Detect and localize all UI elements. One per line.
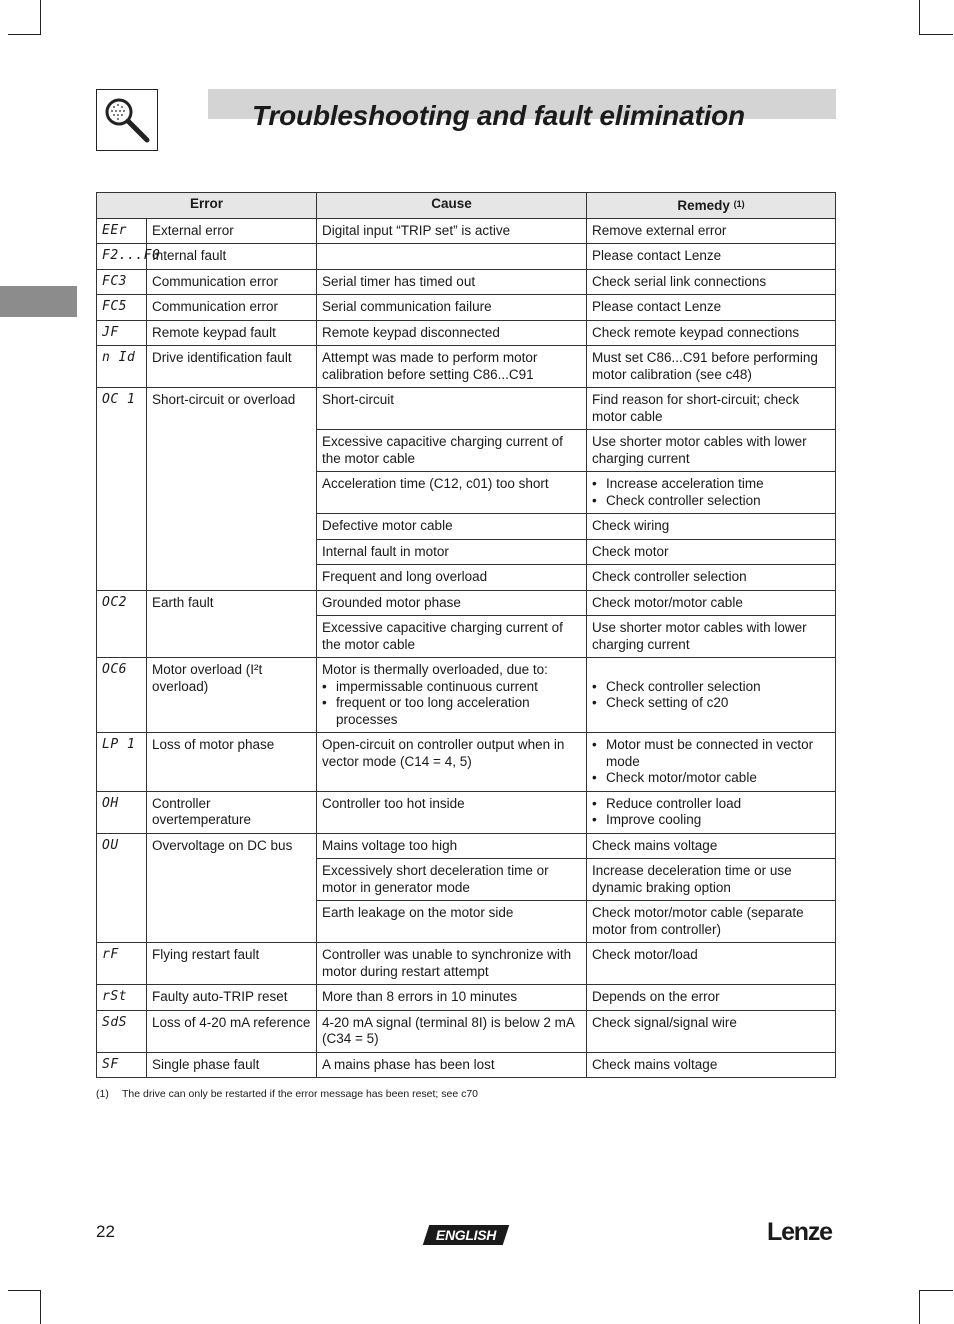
cause-cell: Acceleration time (C12, c01) too short (317, 472, 587, 514)
cause-cell: A mains phase has been lost (317, 1052, 587, 1078)
table-row (97, 218, 836, 244)
table-row (97, 590, 836, 616)
remedy-cell: Use shorter motor cables with lower charging current (587, 616, 836, 658)
remedy-cell: Must set C86...C91 before performing motor calibration (see c48) (587, 346, 836, 388)
cause-cell: Grounded motor phase (317, 590, 587, 616)
remedy-cell: Check motor/load (587, 943, 836, 985)
remedy-item: • Check motor/motor cable (592, 770, 830, 787)
footnote-ref: (1) (733, 199, 745, 209)
cause-cell: Controller too hot inside (317, 791, 587, 833)
remedy-cell: Check motor/motor cable (587, 590, 836, 616)
remedy-cell: Check motor (587, 539, 836, 565)
cause-cell: Internal fault in motor (317, 539, 587, 565)
cause-cell: Attempt was made to perform motor calibration before setting C86...C91 (317, 346, 587, 388)
footnote-mark: (1) (96, 1088, 109, 1100)
crop-mark (8, 34, 41, 35)
remedy-item: • Check controller selection (592, 679, 830, 696)
error-name: Flying restart fault (147, 943, 317, 985)
fault-table (96, 192, 836, 1078)
remedy-item: • Check controller selection (592, 493, 830, 510)
remedy-cell: Increase deceleration time or use dynamic braking option (587, 859, 836, 901)
error-name: Motor overload (I²t overload) (147, 658, 317, 733)
error-code: OC2 (97, 590, 147, 658)
table-row (97, 1052, 836, 1078)
crop-mark (919, 1290, 953, 1291)
remedy-cell: Please contact Lenze (587, 244, 836, 270)
remedy-cell: Check mains voltage (587, 1052, 836, 1078)
header-remedy (587, 193, 836, 219)
brand-logo: Lenze (767, 1218, 832, 1246)
error-name: Faulty auto-TRIP reset (147, 985, 317, 1011)
error-name: Earth fault (147, 590, 317, 658)
error-name: Controller overtemperature (147, 791, 317, 833)
remedy-cell: Check wiring (587, 514, 836, 540)
cause-cell: Defective motor cable (317, 514, 587, 540)
cause-cell: Open-circuit on controller output when in vector mode (C14 = 4, 5) (317, 733, 587, 792)
error-code: F2...F0 (97, 244, 147, 270)
remedy-item: • Increase acceleration time (592, 476, 830, 493)
magnifier-icon (96, 89, 158, 151)
error-name: Single phase fault (147, 1052, 317, 1078)
cause-cell: Excessively short deceleration time or motor in generator mode (317, 859, 587, 901)
remedy-cell: Check serial link connections (587, 269, 836, 295)
crop-mark (40, 1290, 41, 1324)
error-code: LP 1 (97, 733, 147, 792)
language-label: ENGLISH (435, 1227, 497, 1243)
error-code: n Id (97, 346, 147, 388)
remedy-cell: Use shorter motor cables with lower charging current (587, 430, 836, 472)
error-name: Communication error (147, 295, 317, 321)
cause-cell: Excessive capacitive charging current of the motor cable (317, 430, 587, 472)
cause-cell: More than 8 errors in 10 minutes (317, 985, 587, 1011)
table-row (97, 791, 836, 833)
cause-cell: Serial communication failure (317, 295, 587, 321)
error-code: FC5 (97, 295, 147, 321)
table-row (97, 1010, 836, 1052)
table-row (97, 985, 836, 1011)
table-header-row (97, 193, 836, 219)
cause-cell: Frequent and long overload (317, 565, 587, 591)
table-row (97, 295, 836, 321)
crop-mark (919, 0, 920, 34)
cause-cell: Excessive capacitive charging current of the motor cable (317, 616, 587, 658)
remedy-cell (587, 472, 836, 514)
table-row (97, 388, 836, 430)
error-code: rSt (97, 985, 147, 1011)
remedy-cell: Remove external error (587, 218, 836, 244)
error-code: rF (97, 943, 147, 985)
error-name: External error (147, 218, 317, 244)
table-row (97, 320, 836, 346)
cause-item: • frequent or too long acceleration processes (322, 695, 581, 728)
table-row (97, 244, 836, 270)
remedy-cell: Find reason for short-circuit; check motor cable (587, 388, 836, 430)
cause-cell: Remote keypad disconnected (317, 320, 587, 346)
cause-cell: Mains voltage too high (317, 833, 587, 859)
error-code: OC6 (97, 658, 147, 733)
remedy-cell: Check controller selection (587, 565, 836, 591)
remedy-cell (587, 658, 836, 733)
error-name: Short-circuit or overload (147, 388, 317, 591)
cause-cell: Earth leakage on the motor side (317, 901, 587, 943)
error-name: Communication error (147, 269, 317, 295)
cause-cell: Serial timer has timed out (317, 269, 587, 295)
crop-mark (40, 0, 41, 34)
error-code: EEr (97, 218, 147, 244)
remedy-item: • Motor must be connected in vector mode (592, 737, 830, 770)
error-code: FC3 (97, 269, 147, 295)
side-tab (0, 286, 77, 317)
error-code: OC 1 (97, 388, 147, 591)
cause-cell (317, 244, 587, 270)
cause-cell (317, 658, 587, 733)
error-code: SF (97, 1052, 147, 1078)
remedy-cell (587, 733, 836, 792)
table-row (97, 658, 836, 733)
remedy-item: • Reduce controller load (592, 796, 830, 813)
cause-cell: 4-20 mA signal (terminal 8I) is below 2 mA (C34 = 5) (317, 1010, 587, 1052)
error-code: OH (97, 791, 147, 833)
cause-cell: Digital input “TRIP set” is active (317, 218, 587, 244)
remedy-item: • Improve cooling (592, 812, 830, 829)
table-row (97, 943, 836, 985)
remedy-item: • Check setting of c20 (592, 695, 830, 712)
error-name: Drive identification fault (147, 346, 317, 388)
error-code: SdS (97, 1010, 147, 1052)
crop-mark (919, 34, 953, 35)
footnote-text: The drive can only be restarted if the error message has been reset; see c70 (122, 1088, 479, 1100)
remedy-cell: Depends on the error (587, 985, 836, 1011)
header-remedy-label: Remedy (677, 198, 730, 213)
table-row (97, 733, 836, 792)
crop-mark (919, 1290, 920, 1324)
cause-item: • impermissable continuous current (322, 679, 581, 696)
crop-mark (8, 1290, 41, 1291)
page-number: 22 (96, 1222, 115, 1241)
header-cause: Cause (317, 193, 587, 219)
footnote (96, 1088, 478, 1100)
error-code: OU (97, 833, 147, 943)
page-title: Troubleshooting and fault elimination (252, 100, 745, 131)
error-name: Loss of motor phase (147, 733, 317, 792)
remedy-cell (587, 791, 836, 833)
remedy-cell: Check mains voltage (587, 833, 836, 859)
error-code: JF (97, 320, 147, 346)
header-error: Error (97, 193, 317, 219)
remedy-cell: Check signal/signal wire (587, 1010, 836, 1052)
cause-cell: Short-circuit (317, 388, 587, 430)
table-row (97, 833, 836, 859)
remedy-cell: Check motor/motor cable (separate motor from controller) (587, 901, 836, 943)
table-row (97, 269, 836, 295)
error-name: Loss of 4-20 mA reference (147, 1010, 317, 1052)
error-name: Remote keypad fault (147, 320, 317, 346)
error-name: Overvoltage on DC bus (147, 833, 317, 943)
remedy-cell: Please contact Lenze (587, 295, 836, 321)
remedy-cell: Check remote keypad connections (587, 320, 836, 346)
cause-cell: Controller was unable to synchronize with motor during restart attempt (317, 943, 587, 985)
table-row (97, 346, 836, 388)
error-name: Internal fault (147, 244, 317, 270)
cause-text: Motor is thermally overloaded, due to: (322, 662, 548, 677)
